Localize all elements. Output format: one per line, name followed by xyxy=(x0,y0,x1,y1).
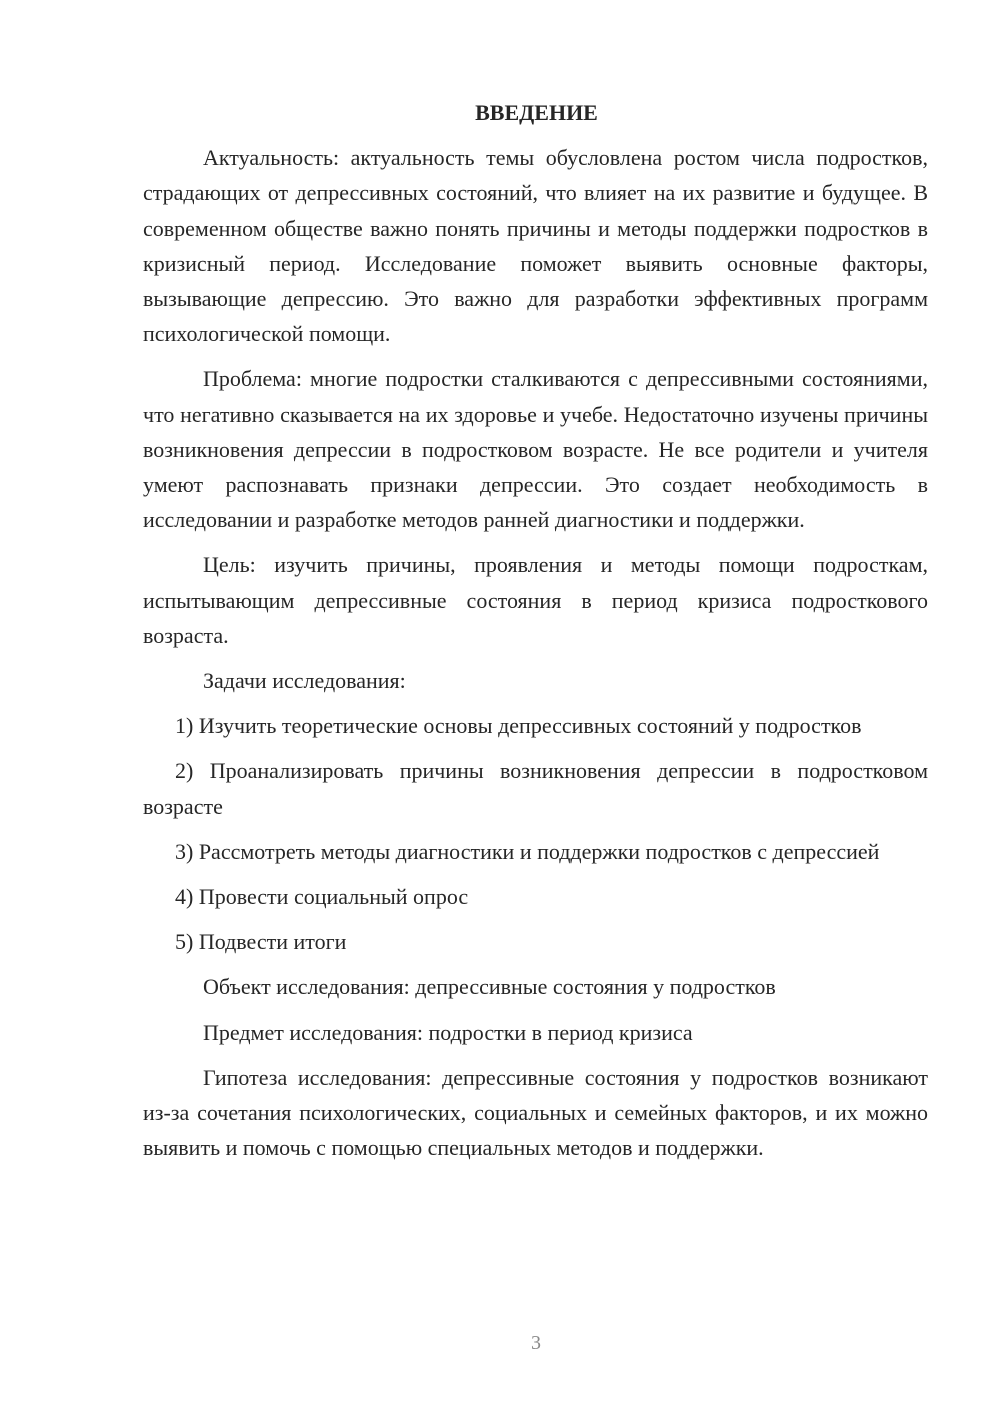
relevance-paragraph: Актуальность: актуальность темы обусловлена ростом числа подростков, страдающих от депрессивных состояний, что влияет на их развитие и будущее. В современном обществе важно понять причины и методы поддержки подростков в кризисный период. Исследование поможет выявить основные факторы, вызывающие депрессию. Это важно для разработки эффективных программ психологической помощи. xyxy=(143,145,928,347)
task-item-1: 1) Изучить теоретические основы депрессивных состояний у подростков xyxy=(175,713,862,739)
tasks-heading: Задачи исследования: xyxy=(203,668,406,694)
task-item-5: 5) Подвести итоги xyxy=(175,929,347,955)
subject-paragraph: Предмет исследования: подростки в период кризиса xyxy=(203,1019,693,1045)
task-item-3: 3) Рассмотреть методы диагностики и поддержки подростков с депрессией xyxy=(175,838,880,864)
hypothesis-paragraph: Гипотеза исследования: депрессивные состояния у подростков возникают из-за сочетания психологических, социальных и семейных факторов, и их можно выявить и помочь с помощью специальных методов и поддержки. xyxy=(143,1064,928,1161)
goal-paragraph: Цель: изучить причины, проявления и методы помощи подросткам, испытывающим депрессивные состояния в период кризиса подросткового возраста. xyxy=(143,552,928,648)
object-paragraph: Объект исследования: депрессивные состояния у подростков xyxy=(203,974,776,1000)
task-item-2: 2) Проанализировать причины возникновения депрессии в подростковом возрасте xyxy=(143,758,928,819)
section-title: ВВЕДЕНИЕ xyxy=(475,100,598,125)
task-item-4: 4) Провести социальный опрос xyxy=(175,884,469,910)
page-number: 3 xyxy=(531,1332,541,1354)
problem-paragraph: Проблема: многие подростки сталкиваются с депрессивными состояниями, что негативно сказывается на их здоровье и учебе. Недостаточно изучены причины возникновения депрессии в подростковом возрасте. Не все родители и учителя умеют распознавать признаки депрессии. Это создает необходимость в исследовании и разработке методов ранней диагностики и поддержки. xyxy=(143,366,928,533)
document-page xyxy=(143,95,928,1175)
